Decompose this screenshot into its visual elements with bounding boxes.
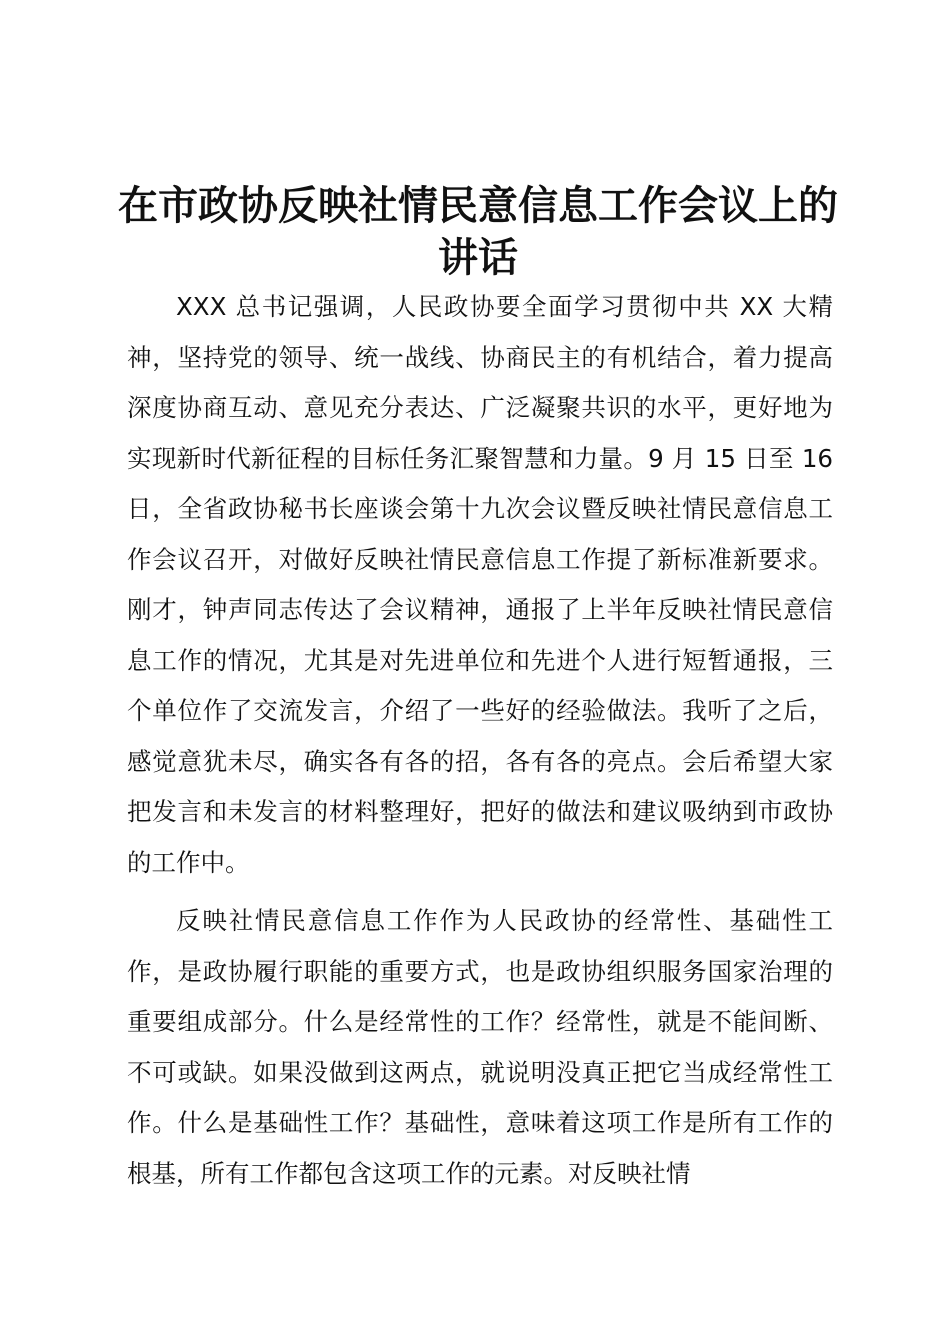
paragraph-1: XXX 总书记强调，人民政协要全面学习贯彻中共 XX 大精神，坚持党的领导、统一战线、协商民主的有机结合，着力提高深度协商互动、意见充分表达、广泛凝聚共识的水平，更好地为实现新时代新征程的目标任务汇聚智慧和力量。9 月 15 日至 16 日，全省政协秘书长座谈会第十九次会议暨反映社情民意信息工作会议召开，对做好反映社情民意信息工作提了新标准新要求。刚才，钟声同志传达了会议精神，通报了上半年反映社情民意信息工作的情况，尤其是对先进单位和先进个人进行短暂通报，三个单位作了交流发言，介绍了一些好的经验做法。我听了之后，感觉意犹未尽，确实各有各的招，各有各的亮点。会后希望大家把发言和未发言的材料整理好，把好的做法和建议吸纳到市政协的工作中。 <box>127 292 833 877</box>
document-title: 在市政协反映社情民意信息工作会议上的讲话 <box>118 183 838 281</box>
paragraph-2: 反映社情民意信息工作作为人民政协的经常性、基础性工作，是政协履行职能的重要方式，也是政协组织服务国家治理的重要组成部分。什么是经常性的工作？经常性，就是不能间断、不可或缺。如果没做到这两点，就说明没真正把它当成经常性工作。什么是基础性工作？基础性，意味着这项工作是所有工作的根基，所有工作都包含这项工作的元素。对反映社情 <box>127 906 833 1188</box>
document-body <box>127 282 833 1207</box>
